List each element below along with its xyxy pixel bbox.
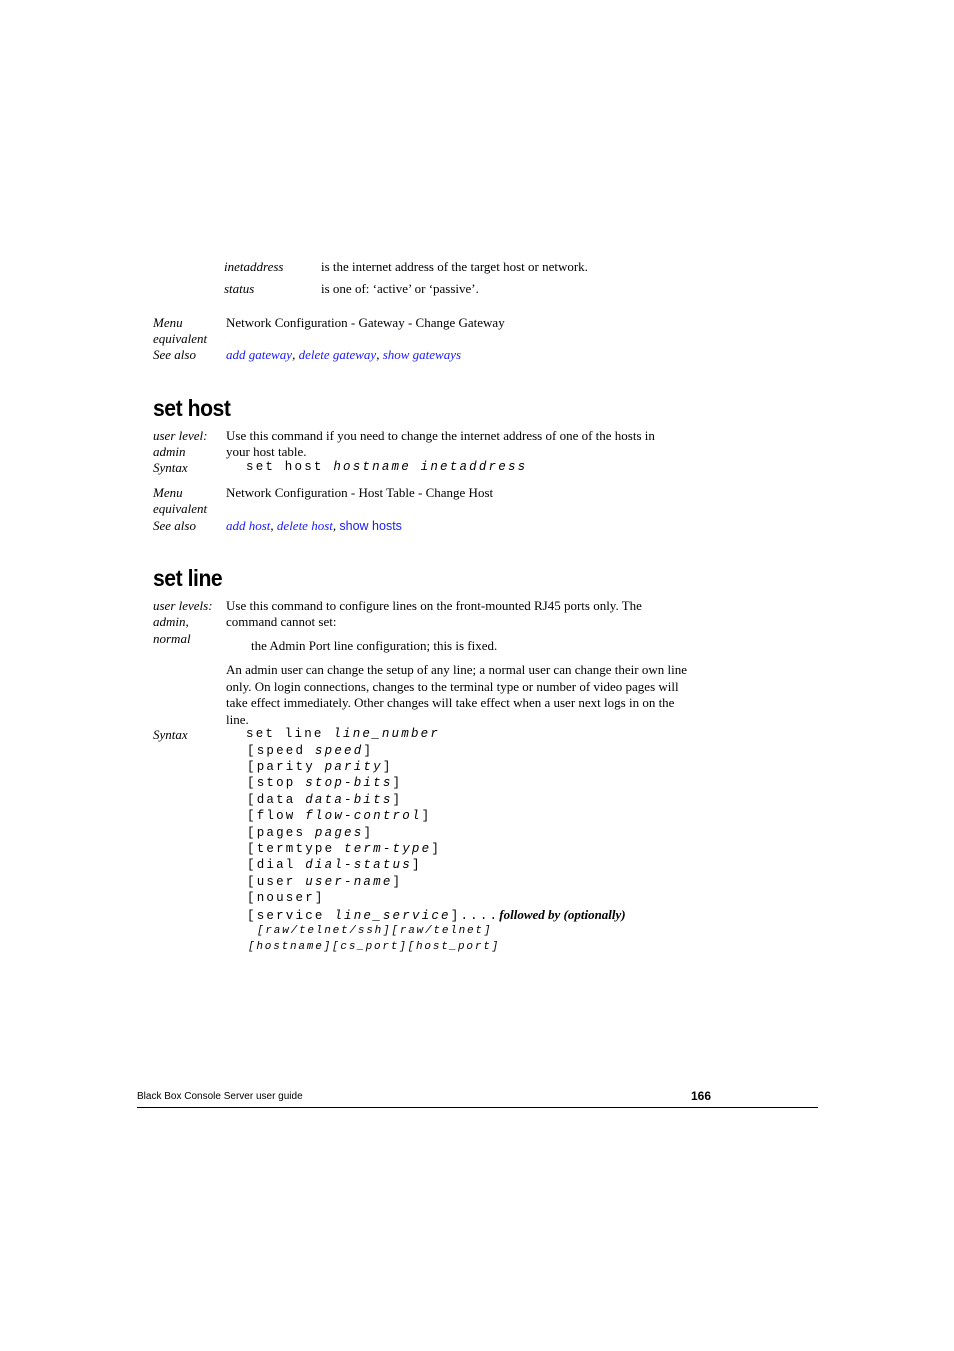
user-level-label: user levels: xyxy=(153,598,213,613)
menu-value: Network Configuration - Gateway - Change Gateway xyxy=(226,315,505,330)
see-also-links: add gateway, delete gateway, show gateways xyxy=(226,347,462,362)
menu-label: equivalent xyxy=(153,331,208,346)
service-note: followed by (optionally) xyxy=(499,907,626,922)
syntax-option: [termtype term-type] xyxy=(247,842,442,856)
menu-label: Menu xyxy=(153,485,183,500)
menu-label: Menu xyxy=(153,315,183,330)
syntax-option: [flow flow-control] xyxy=(247,809,432,823)
link-delete-host[interactable]: delete host xyxy=(276,518,333,533)
param-name: inetaddress xyxy=(224,259,284,274)
section-title-set-host: set host xyxy=(153,395,231,421)
syntax-option: [pages pages] xyxy=(247,826,374,840)
link-add-host[interactable]: add host xyxy=(226,518,271,533)
syntax-option-service: [service line_service]....followed by (optionally) xyxy=(247,907,626,923)
see-also-label: See also xyxy=(153,347,196,362)
menu-label: equivalent xyxy=(153,501,208,516)
link-show-hosts[interactable]: show hosts xyxy=(339,519,402,533)
link-delete-gateway[interactable]: delete gateway xyxy=(298,347,377,362)
link-add-gateway[interactable]: add gateway xyxy=(226,347,293,362)
user-level-value: admin xyxy=(153,444,186,459)
footer-title: Black Box Console Server user guide xyxy=(137,1091,303,1102)
user-level-label: user level: xyxy=(153,428,208,443)
description-line: your host table. xyxy=(226,444,307,459)
syntax-command: set host hostname inetaddress xyxy=(246,460,528,474)
menu-value: Network Configuration - Host Table - Change Host xyxy=(226,485,494,500)
description-line: Use this command to configure lines on the front-mounted RJ45 ports only. The xyxy=(226,598,642,613)
param-description: is the internet address of the target host or network. xyxy=(321,259,588,274)
user-level-value: normal xyxy=(153,631,191,646)
syntax-option: [nouser] xyxy=(247,891,325,905)
description-line: Use this command if you need to change the internet address of one of the hosts in xyxy=(226,428,655,443)
syntax-label: Syntax xyxy=(153,460,188,475)
syntax-option: [data data-bits] xyxy=(247,793,403,807)
syntax-option: [stop stop-bits] xyxy=(247,776,403,790)
param-description: is one of: ‘active’ or ‘passive’. xyxy=(321,281,479,296)
bullet-item: the Admin Port line configuration; this is fixed. xyxy=(251,638,498,653)
param-name: status xyxy=(224,281,255,296)
syntax-option: [speed speed] xyxy=(247,744,374,758)
see-also-links: add host, delete host, show hosts xyxy=(226,518,402,533)
syntax-option-continuation: [hostname][cs_port][host_port] xyxy=(248,941,501,953)
footer-rule xyxy=(137,1107,818,1108)
syntax-label: Syntax xyxy=(153,727,188,742)
see-also-label: See also xyxy=(153,518,196,533)
description-line: command cannot set: xyxy=(226,614,337,629)
syntax-option: [parity parity] xyxy=(247,760,393,774)
section-title-set-line: set line xyxy=(153,565,223,591)
paragraph: An admin user can change the setup of any line; a normal user can change their own line only. On login connections, changes to the terminal type or number of video pages will take effect immediately. Other changes will take effect when a user next logs in on the line. xyxy=(226,662,687,727)
syntax-option: [user user-name] xyxy=(247,875,403,889)
user-level-value: admin, xyxy=(153,614,189,629)
syntax-option: [dial dial-status] xyxy=(247,858,422,872)
link-show-gateways[interactable]: show gateways xyxy=(382,347,462,362)
page-number: 166 xyxy=(691,1089,712,1103)
syntax-command: set line line_number xyxy=(246,727,441,741)
syntax-option-continuation: [raw/telnet/ssh][raw/telnet] xyxy=(257,925,493,937)
